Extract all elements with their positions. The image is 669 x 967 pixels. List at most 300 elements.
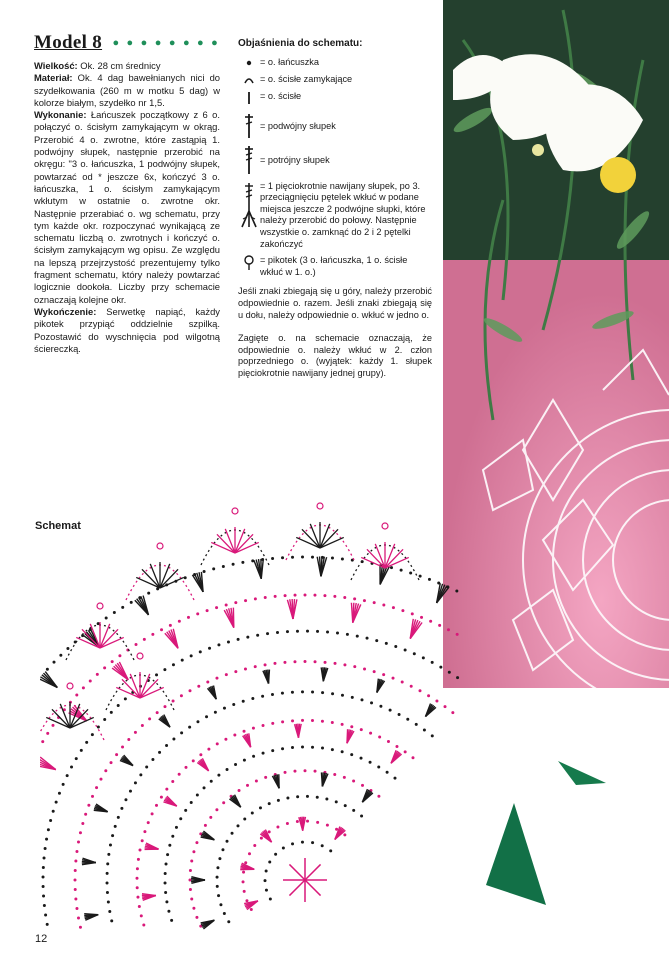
chain-stitch-dot (451, 711, 454, 714)
chain-stitch-dot (422, 656, 425, 659)
chain-stitch-dot (142, 924, 145, 927)
chain-stitch-dot (75, 757, 78, 760)
description-body (34, 60, 220, 355)
legend-text: = 1 pięciokrotnie nawijany słupek, po 3. przeciągnięciu pętelek wkłuć w podane miejsca jeszcze 2 podwójne słupki, które należy przerobić do połowy. Następnie wszystkie o. zamknąć do 2 i 2 pętelki zakończyć (260, 180, 426, 249)
chain-stitch-dot (196, 793, 199, 796)
chain-stitch-dot (141, 839, 144, 842)
chain-stitch-dot (419, 689, 422, 692)
chain-stitch-dot (301, 719, 304, 722)
chain-stitch-dot (268, 830, 271, 833)
chain-stitch-dot (164, 881, 167, 884)
title-dots-decoration: ● ● ● ● ● ● ● ● (112, 37, 220, 49)
chain-stitch-dot (304, 594, 307, 597)
chain-stitch-dot (143, 638, 146, 641)
chain-stitch-dot (306, 795, 309, 798)
chain-stitch-dot (136, 896, 139, 899)
chain-stitch-dot (250, 908, 253, 911)
chain-stitch-dot (167, 910, 170, 913)
chain-stitch-dot (136, 886, 139, 889)
chain-stitch-dot (192, 759, 195, 762)
legend-item (238, 145, 432, 175)
chain-stitch-dot (264, 879, 267, 882)
material-label: Materiał: (34, 72, 73, 84)
chain-stitch-dot (291, 746, 294, 749)
chain-stitch-dot (164, 891, 167, 894)
chain-stitch-dot (246, 784, 249, 787)
chain-stitch-dot (321, 747, 324, 750)
chain-stitch-dot (404, 750, 407, 753)
legend-item (238, 255, 432, 278)
chain-stitch-dot (431, 734, 434, 737)
chain-stitch-dot (334, 662, 337, 665)
chain-stitch-dot (165, 900, 168, 903)
chain-stitch-dot (223, 912, 226, 915)
chain-stitch-dot (85, 741, 88, 744)
chain-stitch-dot (62, 783, 65, 786)
chain-stitch-dot (251, 697, 254, 700)
chain-stitch-dot (301, 556, 304, 559)
chain-stitch-dot (172, 700, 175, 703)
center-stitch (305, 864, 321, 880)
chain-stitch-dot (286, 630, 289, 633)
chain-stitch-dot (389, 709, 392, 712)
chain-stitch-dot (103, 666, 106, 669)
chain-stitch-dot (313, 594, 316, 597)
chain-stitch-dot (281, 747, 284, 750)
chain-stitch-dot (165, 862, 168, 865)
chain-stitch-dot (245, 899, 248, 902)
chain-stitch-dot (304, 660, 307, 663)
chain-stitch-dot (232, 703, 235, 706)
chain-stitch-dot (427, 694, 430, 697)
chain-stitch-dot (147, 821, 150, 824)
chain-stitch-dot (353, 665, 356, 668)
material-text: Ok. 4 dag bawełnianych nici do szydełkowania (260 m w motku 5 dag) w kolorze białym, szydełko nr 1,5. (34, 72, 220, 108)
chain-stitch-dot (155, 804, 158, 807)
chain-stitch-dot (190, 801, 193, 804)
chain-stitch-dot (79, 831, 82, 834)
chain-stitch-dot (164, 872, 167, 875)
picot-mark (67, 683, 73, 689)
chain-stitch-dot (326, 824, 329, 827)
chain-stitch-dot (237, 638, 240, 641)
chain-stitch-dot (181, 659, 184, 662)
chain-stitch-dot (47, 828, 50, 831)
chain-stitch-dot (222, 565, 225, 568)
chain-stitch-dot (106, 862, 109, 865)
chain-stitch-dot (373, 601, 376, 604)
chain-stitch-dot (120, 807, 123, 810)
schemat-label: Schemat (35, 520, 81, 532)
chain-stitch-dot (341, 694, 344, 697)
legend-note-2: Zagięte o. na schemacie oznaczają, że odpowiednie o. należy wkłuć w 2. człon poprzedniego o. (wyjątek: każdy 1. słupek pięciokrotnie nawijany jednej grupy). (238, 333, 432, 378)
chain-stitch-dot (136, 877, 139, 880)
chain-stitch-dot (108, 910, 111, 913)
chain-stitch-dot (444, 705, 447, 708)
chain-stitch-dot (301, 746, 304, 749)
chain-stitch-dot (224, 738, 227, 741)
picot-mark (317, 503, 323, 509)
center-stitch (289, 880, 305, 896)
chain-stitch-dot (226, 768, 229, 771)
chain-stitch-dot (232, 563, 235, 566)
chain-stitch-dot (189, 869, 192, 872)
chain-stitch-dot (251, 812, 254, 815)
petal-stitch (235, 534, 253, 553)
chain-stitch-dot (66, 647, 69, 650)
making-paragraph (34, 109, 220, 306)
chain-stitch-dot (455, 590, 458, 593)
chain-stitch-dot (271, 693, 274, 696)
chain-stitch-dot (274, 853, 277, 856)
chain-stitch-dot (260, 837, 263, 840)
chain-stitch-dot (385, 642, 388, 645)
chain-stitch-dot (304, 769, 307, 772)
chain-stitch-dot (89, 680, 92, 683)
chain-stitch-dot (43, 857, 46, 860)
chain-stitch-dot (242, 880, 245, 883)
chain-stitch-dot (395, 745, 398, 748)
chain-stitch-dot (350, 725, 353, 728)
chain-stitch-dot (360, 757, 363, 760)
chain-stitch-dot (195, 916, 198, 919)
chain-stitch-dot (419, 575, 422, 578)
chain-stitch-dot (253, 844, 256, 847)
chain-stitch-dot (415, 723, 418, 726)
chain-stitch-dot (363, 599, 366, 602)
chain-stitch-dot (106, 881, 109, 884)
chain-stitch-dot (223, 707, 226, 710)
petal-stitch (217, 534, 235, 553)
chain-stitch-dot (169, 624, 172, 627)
chain-stitch-dot (301, 690, 304, 693)
chain-stitch-dot (130, 601, 133, 604)
chain-stitch-dot (199, 753, 202, 756)
chain-stitch-dot (170, 919, 173, 922)
pattern-description (34, 30, 220, 355)
chain-stitch-dot (46, 668, 49, 671)
finishing-text: Serwetkę napiąć, każdy pikotek przypiąć oddzielnie szpilką. Pozostawić do wyschnięcia pod wilgotną ściereczką. (34, 305, 220, 354)
chain-stitch-dot (140, 914, 143, 917)
chain-stitch-dot (324, 661, 327, 664)
chain-stitch-dot (203, 786, 206, 789)
legend-title: Objaśnienia do schematu: (238, 38, 363, 49)
stitch-mark (269, 670, 270, 684)
chain-stitch-dot (382, 604, 385, 607)
chain-stitch-dot (321, 691, 324, 694)
legend-text: = o. ścisłe zamykające (260, 73, 353, 84)
chain-stitch-dot (41, 740, 44, 743)
chain-stitch-dot (323, 594, 326, 597)
chain-stitch-dot (306, 630, 309, 633)
chain-stitch-dot (207, 748, 210, 751)
picot-mark (137, 653, 143, 659)
chain-stitch-dot (160, 628, 163, 631)
making-label: Wykonanie: (34, 109, 87, 121)
chain-stitch-dot (254, 597, 257, 600)
chain-stitch-dot (296, 820, 299, 823)
chain-stitch-dot (352, 809, 355, 812)
chain-stitch-dot (352, 779, 355, 782)
chain-stitch-dot (114, 825, 117, 828)
legend-item (238, 113, 432, 139)
chain-stitch-dot (107, 853, 110, 856)
chain-stitch-dot (219, 903, 222, 906)
chain-stitch-dot (243, 890, 246, 893)
chain-stitch-dot (331, 748, 334, 751)
chain-stitch-dot (346, 633, 349, 636)
chain-stitch-dot (393, 777, 396, 780)
chain-stitch-dot (360, 698, 363, 701)
chain-stitch-dot (255, 779, 258, 782)
chain-stitch-dot (97, 725, 100, 728)
chain-stitch-dot (42, 895, 45, 898)
chain-stitch-dot (209, 816, 212, 819)
chain-stitch-dot (271, 722, 274, 725)
chain-stitch-dot (137, 858, 140, 861)
chain-stitch-dot (139, 773, 142, 776)
chain-stitch-dot (216, 866, 219, 869)
chain-stitch-dot (435, 700, 438, 703)
chain-stitch-dot (329, 849, 332, 852)
chain-stitch-dot (231, 832, 234, 835)
petal-stitch (160, 569, 178, 588)
chain-stitch-dot (184, 766, 187, 769)
chain-stitch-dot (438, 624, 441, 627)
chain-stitch-dot (215, 606, 218, 609)
chain-stitch-dot (138, 905, 141, 908)
chain-stitch-dot (53, 661, 56, 664)
petal-stitch (82, 629, 100, 648)
chain-stitch-dot (172, 738, 175, 741)
chain-stitch-dot (311, 691, 314, 694)
chain-stitch-dot (151, 633, 154, 636)
chain-stitch-dot (91, 795, 94, 798)
chain-stitch-dot (184, 809, 187, 812)
chain-stitch-dot (44, 913, 47, 916)
chain-stitch-dot (406, 718, 409, 721)
chain-stitch-dot (268, 861, 271, 864)
legend-item (238, 181, 432, 251)
chain-stitch-dot (311, 746, 314, 749)
chain-stitch-dot (343, 663, 346, 666)
chain-stitch-dot (291, 842, 294, 845)
chain-stitch-dot (361, 784, 364, 787)
petal-stitch (52, 709, 70, 728)
chain-stitch-dot (409, 571, 412, 574)
chain-stitch-dot (377, 765, 380, 768)
chain-stitch-dot (175, 826, 178, 829)
finishing-label: Wykończenie: (34, 305, 97, 317)
chain-stitch-dot (190, 897, 193, 900)
chain-stitch-dot (190, 860, 193, 863)
chain-stitch-dot (171, 780, 174, 783)
chain-stitch-dot (311, 556, 314, 559)
chain-stitch-dot (243, 730, 246, 733)
chain-stitch-dot (296, 795, 299, 798)
chain-stitch-dot (66, 774, 69, 777)
green-triangle-decor-icon (480, 755, 610, 915)
chain-stitch-dot (189, 888, 192, 891)
chain-stitch-dot (195, 841, 198, 844)
chain-stitch-dot (306, 820, 309, 823)
chain-stitch-dot (293, 660, 296, 663)
chain-stitch-dot (139, 848, 142, 851)
chain-stitch-dot (143, 830, 146, 833)
chain-stitch-dot (203, 570, 206, 573)
double-crochet-cross-icon (238, 113, 260, 139)
chain-stitch-dot (375, 639, 378, 642)
chain-stitch-dot (276, 826, 279, 829)
chain-stitch-dot (215, 808, 218, 811)
petal-stitch (100, 629, 118, 648)
chain-stitch-dot (42, 885, 45, 888)
chain-stitch-dot (377, 795, 380, 798)
chain-stitch-dot (117, 704, 120, 707)
chain-stitch-dot (325, 798, 328, 801)
chain-stitch-dot (121, 745, 124, 748)
chain-stitch-dot (184, 576, 187, 579)
chain-stitch-dot (46, 923, 49, 926)
chain-stitch-dot (109, 843, 112, 846)
chain-stitch-dot (248, 852, 251, 855)
chain-stitch-dot (155, 673, 158, 676)
chain-stitch-dot (392, 677, 395, 680)
chain-stitch-dot (192, 850, 195, 853)
chain-stitch-dot (172, 663, 175, 666)
chain-stitch-dot (369, 732, 372, 735)
chain-stitch-dot (197, 685, 200, 688)
chain-stitch-dot (79, 926, 82, 929)
chain-stitch-dot (234, 763, 237, 766)
chain-stitch-dot (74, 879, 77, 882)
chain-stitch-dot (87, 804, 90, 807)
chain-stitch-dot (311, 719, 314, 722)
chain-stitch-dot (216, 876, 219, 879)
chain-stitch-dot (386, 771, 389, 774)
chain-stitch-dot (456, 676, 459, 679)
chain-stitch-dot (196, 612, 199, 615)
chain-stitch-dot (214, 711, 217, 714)
chain-stitch-dot (448, 671, 451, 674)
chain-stitch-dot (74, 888, 77, 891)
legend-item (238, 57, 432, 69)
picot-mark (157, 543, 163, 549)
chain-stitch-dot (281, 556, 284, 559)
chain-stitch-dot (163, 668, 166, 671)
chain-stitch-dot (344, 804, 347, 807)
chain-stitch-dot (136, 867, 139, 870)
chain-stitch-dot (343, 833, 346, 836)
material-paragraph (34, 72, 220, 109)
chain-stitch-dot (378, 736, 381, 739)
chain-stitch-dot (333, 773, 336, 776)
chain-stitch-dot (392, 606, 395, 609)
chain-stitch-dot (341, 723, 344, 726)
chain-stitch-dot (222, 801, 225, 804)
chain-stitch-dot (256, 634, 259, 637)
chain-stitch-dot (115, 753, 118, 756)
legend-text: = pikotek (3 o. łańcuszka, 1 o. ścisłe wkłuć w 1. o.) (260, 255, 408, 277)
chain-stitch-dot (212, 567, 215, 570)
chain-stitch-dot (104, 769, 107, 772)
chain-stitch-dot (264, 596, 267, 599)
chain-stitch-dot (244, 861, 247, 864)
chain-stitch-dot (281, 692, 284, 695)
chain-stitch-dot (244, 599, 247, 602)
chain-stitch-dot (84, 813, 87, 816)
chain-stitch-dot (271, 749, 274, 752)
chain-stitch-dot (75, 907, 78, 910)
center-stitch (289, 864, 305, 880)
chain-stitch-dot (291, 691, 294, 694)
chain-stitch-dot (428, 578, 431, 581)
chain-stitch-dot (107, 901, 110, 904)
chain-stitch-dot (216, 742, 219, 745)
petal-stitch (385, 549, 403, 568)
chain-stitch-dot (439, 666, 442, 669)
legend-text: = o. ścisłe (260, 90, 302, 101)
chain-stitch-dot (74, 869, 77, 872)
chain-stitch-dot (271, 557, 274, 560)
chain-stitch-dot (296, 630, 299, 633)
chain-stitch-dot (291, 556, 294, 559)
chain-stitch-dot (341, 557, 344, 560)
chain-stitch-dot (124, 697, 127, 700)
chain-stitch-dot (321, 844, 324, 847)
chain-stitch-dot (82, 686, 85, 689)
chain-stitch-dot (252, 727, 255, 730)
chain-stitch-dot (165, 788, 168, 791)
chain-stitch-dot (284, 771, 287, 774)
chain-stitch-dot (135, 643, 138, 646)
chain-stitch-dot (413, 652, 416, 655)
chain-stitch-dot (189, 689, 192, 692)
chain-stitch-dot (113, 611, 116, 614)
chain-dot-icon (238, 57, 260, 69)
chain-stitch-dot (390, 566, 393, 569)
chain-stitch-dot (118, 654, 121, 657)
chain-stitch-dot (190, 654, 193, 657)
chain-stitch-dot (77, 916, 80, 919)
chain-stitch-dot (96, 673, 99, 676)
chain-stitch-dot (158, 751, 161, 754)
chain-stitch-dot (366, 637, 369, 640)
chain-stitch-dot (208, 647, 211, 650)
chain-stitch-dot (387, 740, 390, 743)
chain-stitch-dot (226, 840, 229, 843)
chain-stitch-dot (269, 898, 272, 901)
chain-stitch-dot (335, 828, 338, 831)
chain-stitch-dot (106, 891, 109, 894)
chain-stitch-dot (147, 592, 150, 595)
chain-stitch-dot (316, 796, 319, 799)
chain-stitch-dot (252, 755, 255, 758)
chain-stitch-dot (333, 595, 336, 598)
chain-stitch-dot (261, 695, 264, 698)
page-title: Model 8 (34, 32, 103, 53)
chain-stitch-dot (343, 776, 346, 779)
chain-stitch-dot (206, 680, 209, 683)
chain-stitch-dot (46, 732, 49, 735)
chain-stitch-dot (151, 758, 154, 761)
chain-stitch-dot (262, 724, 265, 727)
chain-stitch-dot (74, 898, 77, 901)
chain-stitch-dot (281, 720, 284, 723)
chain-stitch-dot (360, 728, 363, 731)
chain-stitch-dot (331, 721, 334, 724)
chain-stitch-dot (51, 724, 54, 727)
